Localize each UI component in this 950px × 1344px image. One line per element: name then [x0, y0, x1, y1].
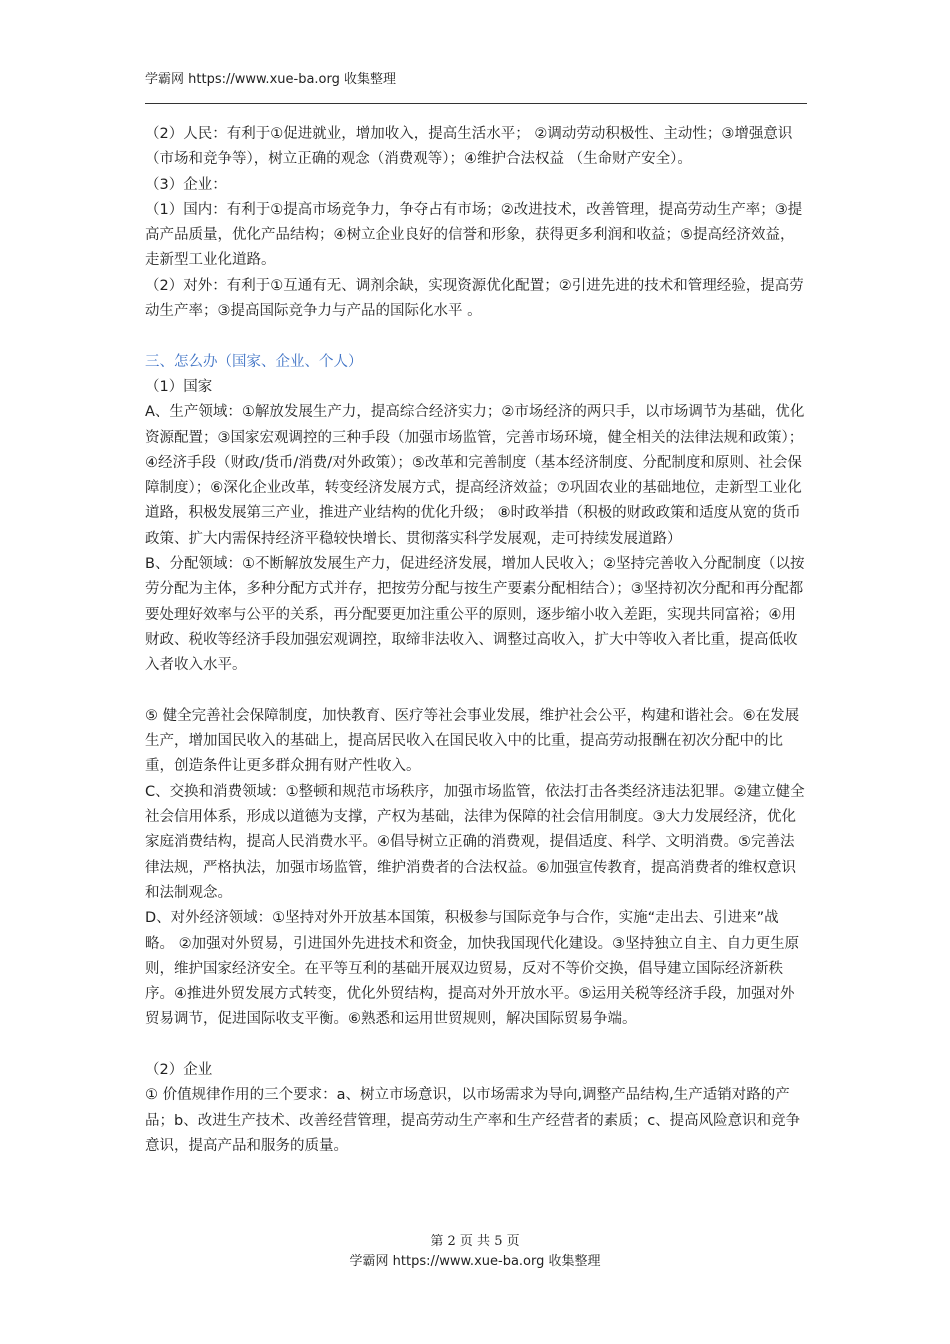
spacer [145, 679, 807, 704]
paragraph-exchange-consumption: C、交换和消费领域：①整顿和规范市场秩序，加强市场监管，依法打击各类经济违法犯罪。②建立健全社会信用体系，形成以道德为支撑，产权为基础，法律为保障的社会信用制度。③大力发展经济，优化家庭消费结构，提高人民消费水平。④倡导树立正确的消费观，提倡适度、科学、文明消费。⑤完善法律法规，严格执法，加强市场监管，维护消费者的合法权益。⑥加强宣传教育，提高消费者的维权意识和法制观念。 [145, 783, 805, 901]
paragraph-people: （2）人民：有利于①促进就业，增加收入，提高生活水平； ②调动劳动积极性、主动性；③增强意识（市场和竞争等），树立正确的观念（消费观等）；④维护合法权益 （生命财产安全）。 [145, 126, 793, 168]
header-divider [145, 103, 807, 104]
paragraph-distribution: B、分配领域：①不断解放发展生产力，促进经济发展，增加人民收入；②坚持完善收入分配制度（以按劳分配为主体，多种分配方式并存，把按劳分配与按生产要素分配相结合）；③坚持初次分配和再分配都要处理好效率与公平的关系，再分配要更加注重公平的原则，逐步缩小收入差距，实现共同富裕；④用财政、税收等经济手段加强宏观调控，取缔非法收入、调整过高收入，扩大中等收入者比重，提高低收入者收入水平。 [145, 556, 805, 674]
page-number: 第 2 页 共 5 页 [430, 1234, 520, 1249]
paragraph-domestic: （1）国内：有利于①提高市场竞争力，争夺占有市场；②改进技术，改善管理，提高劳动生产率；③提高产品质量，优化产品结构；④树立企业良好的信誉和形象，获得更多利润和收益；⑤提高经济效益，走新型工业化道路。 [145, 201, 803, 269]
paragraph-foreign: （2）对外：有利于①互通有无、调剂余缺，实现资源优化配置；②引进先进的技术和管理经验，提高劳动生产率；③提高国际竞争力与产品的国际化水平 。 [145, 277, 804, 320]
paragraph-state-heading: （1）国家 [145, 378, 213, 395]
spacer [145, 324, 807, 349]
paragraph-value-law: ① 价值规律作用的三个要求：a、树立市场意识，以市场需求为导向,调整产品结构,生产适销对路的产品；b、改进生产技术、改善经营管理，提高劳动生产率和生产经营者的素质；c、提高风险意识和竞争意识，提高产品和服务的质量。 [145, 1087, 801, 1154]
paragraph-production: A、生产领域：①解放发展生产力，提高综合经济实力；②市场经济的两只手，以市场调节为基础，优化资源配置；③国家宏观调控的三种手段（加强市场监管，完善市场环境，健全相关的法律法规和政策）；④经济手段（财政/货币/消费/对外政策）；⑤改革和完善制度（基本经济制度、分配制度和原则、社会保障制度）；⑥深化企业改革，转变经济发展方式，提高经济效益；⑦巩固农业的基础地位，走新型工业化道路，积极发展第三产业，推进产业结构的优化升级； ⑧时政举措（积极的财政政策和适度从宽的货币政策、扩大内需保持经济平稳较快增长、贯彻落实科学发展观，走可持续发展道路） [145, 404, 805, 547]
section-heading-what-to-do: 三、怎么办（国家、企业、个人） [145, 353, 363, 370]
paragraph-enterprise-heading: （3）企业： [145, 176, 227, 193]
document-body [145, 122, 807, 1159]
paragraph-enterprise-section: （2）企业 [145, 1061, 213, 1078]
page-footer: 学霸网 https://www.xue-ba.org 收集整理 [349, 1254, 601, 1269]
paragraph-foreign-economy: D、对外经济领域：①坚持对外开放基本国策，积极参与国际竞争与合作，实施“走出去、引进来”战略。 ②加强对外贸易，引进国外先进技术和资金，加快我国现代化建设。③坚持独立自主、自力更生原则，维护国家经济安全。在平等互利的基础开展双边贸易，反对不等价交换，倡导建立国际经济新秩序。④推进外贸发展方式转变，优化外贸结构，提高对外开放水平。⑤运用关税等经济手段，加强对外贸易调节，促进国际收支平衡。⑥熟悉和运用世贸规则，解决国际贸易争端。 [145, 910, 800, 1028]
paragraph-social-security: ⑤ 健全完善社会保障制度，加快教育、医疗等社会事业发展，维护社会公平，构建和谐社会。⑥在发展生产，增加国民收入的基础上，提高居民收入在国民收入中的比重，提高劳动报酬在初次分配中的比重，创造条件让更多群众拥有财产性收入。 [145, 707, 800, 775]
page-header: 学霸网 https://www.xue-ba.org 收集整理 [145, 72, 396, 87]
spacer [145, 1033, 807, 1058]
